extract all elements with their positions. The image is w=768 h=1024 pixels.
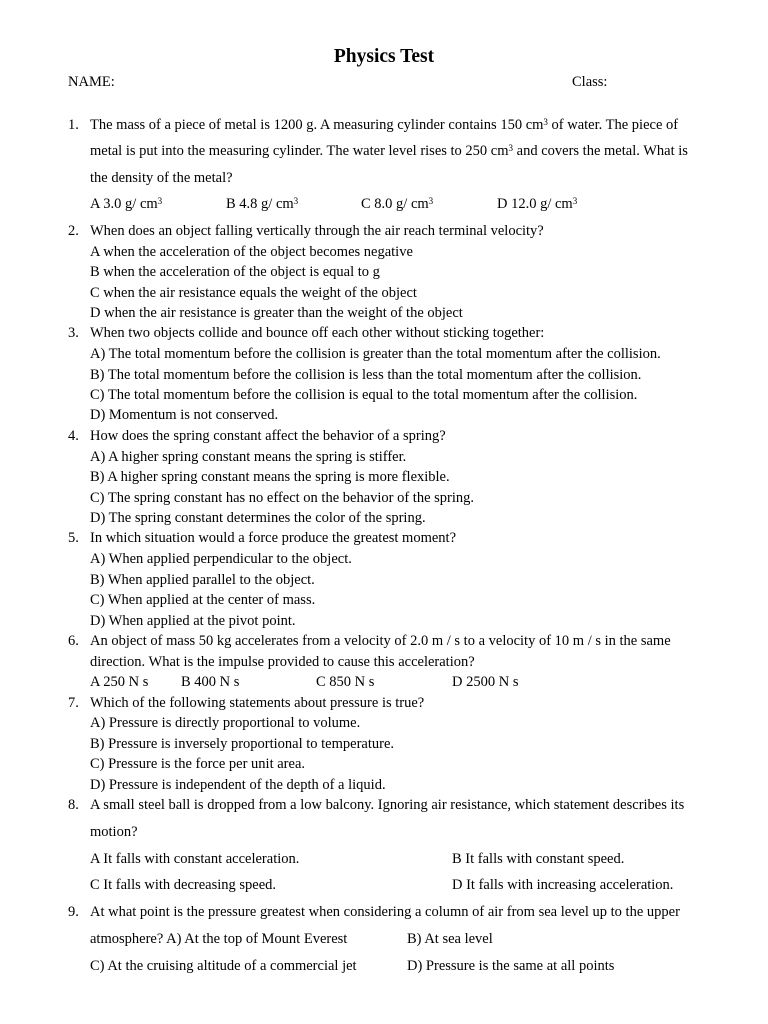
question-8-option-c: C It falls with decreasing speed. xyxy=(90,877,277,893)
question-2-option-b: B when the acceleration of the object is equal to g xyxy=(90,264,380,280)
question-6-option-b: B 400 N s xyxy=(181,674,240,690)
question-1-option-d: D 12.0 g/ $cm^3$ xyxy=(497,196,578,212)
question-5-option-a: A) When applied perpendicular to the object. xyxy=(90,551,352,567)
question-3-option-b: B) The total momentum before the collision is less than the total momentum after the collision. xyxy=(90,367,642,383)
question-4-stem: How does the spring constant affect the behavior of a spring? xyxy=(90,428,446,444)
question-5-number: 5. xyxy=(68,530,79,546)
question-1-option-c: C 8.0 g/ $cm^3$ xyxy=(361,196,434,212)
question-6-option-d: D 2500 N s xyxy=(452,674,519,690)
question-3-option-a: A) The total momentum before the collision is greater than the total momentum after the collision. xyxy=(90,346,661,362)
question-1-line-3: the density of the metal? xyxy=(90,170,233,186)
question-4-option-c: C) The spring constant has no effect on the behavior of the spring. xyxy=(90,490,475,506)
question-6-option-c: C 850 N s xyxy=(316,674,375,690)
question-2-number: 2. xyxy=(68,223,79,239)
question-6-line-2: direction. What is the impulse provided to cause this acceleration? xyxy=(90,654,475,670)
question-4-option-a: A) A higher spring constant means the spring is stiffer. xyxy=(90,449,407,465)
page-title: Physics Test xyxy=(333,46,435,67)
question-2-option-c: C when the air resistance equals the weight of the object xyxy=(90,285,417,301)
question-3-stem: When two objects collide and bounce off each other without sticking together: xyxy=(90,325,545,341)
question-2-stem: When does an object falling vertically through the air reach terminal velocity? xyxy=(90,223,544,239)
question-1-line-2: metal is put into the measuring cylinder. The water level rises to 250 $cm^3$ and covers the metal. What is xyxy=(90,143,688,159)
class-label: Class: xyxy=(572,74,608,90)
question-7-stem: Which of the following statements about pressure is true? xyxy=(90,695,425,711)
question-8-number: 8. xyxy=(68,797,79,813)
question-9-option-b: B) At sea level xyxy=(407,931,493,947)
question-8-option-a: A It falls with constant acceleration. xyxy=(90,851,300,867)
question-5-option-d: D) When applied at the pivot point. xyxy=(90,613,296,629)
name-label: NAME: xyxy=(68,74,115,90)
question-8-option-d: D It falls with increasing acceleration. xyxy=(452,877,674,893)
question-9-option-d: D) Pressure is the same at all points xyxy=(407,958,615,974)
question-8-option-b: B It falls with constant speed. xyxy=(452,851,625,867)
question-5-stem: In which situation would a force produce the greatest moment? xyxy=(90,530,457,546)
question-8-line-2: motion? xyxy=(90,824,138,840)
question-3-number: 3. xyxy=(68,325,79,341)
question-6-line-1: An object of mass 50 kg accelerates from a velocity of 2.0 m / s to a velocity of 10 m / s in the same xyxy=(90,633,671,649)
question-4-option-d: D) The spring constant determines the color of the spring. xyxy=(90,510,426,526)
question-9-number: 9. xyxy=(68,904,79,920)
question-6-number: 6. xyxy=(68,633,79,649)
question-6-option-a: A 250 N s xyxy=(90,674,149,690)
question-7-number: 7. xyxy=(68,695,79,711)
question-1-option-b: B 4.8 g/ $cm^3$ xyxy=(226,196,299,212)
question-9-option-c: C) At the cruising altitude of a commercial jet xyxy=(90,958,357,974)
question-4-number: 4. xyxy=(68,428,79,444)
question-8-line-1: A small steel ball is dropped from a low balcony. Ignoring air resistance, which statement describes its xyxy=(90,797,685,813)
question-3-option-c: C) The total momentum before the collision is equal to the total momentum after the collision. xyxy=(90,387,638,403)
question-7-option-d: D) Pressure is independent of the depth of a liquid. xyxy=(90,777,386,793)
question-4-option-b: B) A higher spring constant means the spring is more flexible. xyxy=(90,469,450,485)
question-7-option-b: B) Pressure is inversely proportional to temperature. xyxy=(90,736,395,752)
question-5-option-b: B) When applied parallel to the object. xyxy=(90,572,315,588)
question-1-number: 1. xyxy=(68,117,79,133)
question-2-option-d: D when the air resistance is greater than the weight of the object xyxy=(90,305,463,321)
question-7-option-c: C) Pressure is the force per unit area. xyxy=(90,756,306,772)
question-5-option-c: C) When applied at the center of mass. xyxy=(90,592,316,608)
question-9-line-1: At what point is the pressure greatest when considering a column of air from sea level up to the upper xyxy=(90,904,680,920)
question-7-option-a: A) Pressure is directly proportional to volume. xyxy=(90,715,361,731)
question-2-option-a: A when the acceleration of the object becomes negative xyxy=(90,244,413,260)
question-1-option-a: A 3.0 g/ $cm^3$ xyxy=(90,196,163,212)
question-3-option-d: D) Momentum is not conserved. xyxy=(90,407,279,423)
question-9-line-2: atmosphere? A) At the top of Mount Everest xyxy=(90,931,348,947)
question-1-line-1: The mass of a piece of metal is 1200 g. A measuring cylinder contains 150 $cm^3$ of water. The piece of xyxy=(90,117,679,133)
